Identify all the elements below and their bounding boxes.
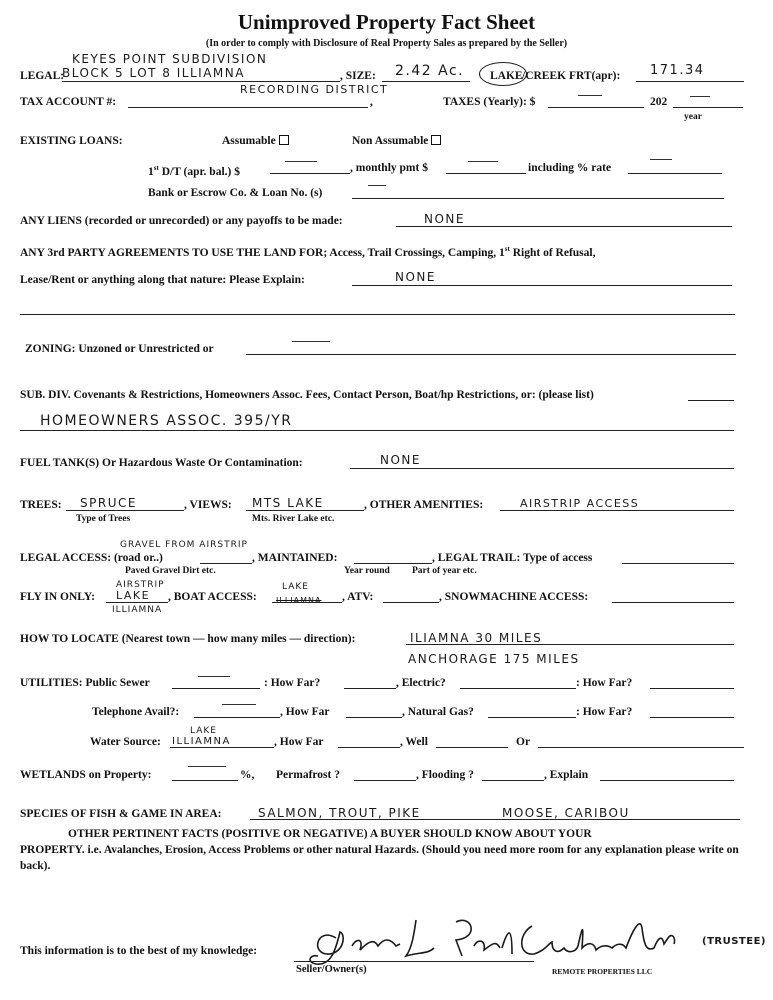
water-source-label: Water Source: xyxy=(90,736,161,748)
legal-access-caption: Paved Gravel Dirt etc. xyxy=(125,566,216,576)
bank-escrow-line xyxy=(352,198,724,199)
wetlands-dash-mark xyxy=(188,766,226,767)
water-howfar-label: , How Far xyxy=(274,736,324,748)
dt-dash-mark xyxy=(285,161,317,162)
assumable-option[interactable] xyxy=(222,135,289,148)
tax-year-line xyxy=(673,107,743,108)
tax-year-dash-mark xyxy=(690,96,710,97)
wetlands-line xyxy=(172,780,238,781)
water-howfar-line xyxy=(338,747,400,748)
water-source-line xyxy=(170,747,274,748)
sewer-howfar-label: : How Far? xyxy=(264,677,321,689)
bank-dash-mark xyxy=(368,185,386,186)
flooding-line xyxy=(482,780,544,781)
assumable-checkbox[interactable] xyxy=(279,135,289,145)
electric-label: , Electric? xyxy=(396,677,446,689)
zoning-line xyxy=(246,354,736,355)
subdiv-label: SUB. DIV. Covenants & Restrictions, Homeowners Assoc. Fees, Contact Person, Boat/hp Restrictions, or: (please list) xyxy=(20,389,594,401)
permafrost-line xyxy=(354,780,416,781)
non-assumable-checkbox[interactable] xyxy=(431,135,441,145)
wetlands-label: WETLANDS on Property: xyxy=(20,769,152,781)
signature-statement: This information is to the best of my knowledge: xyxy=(20,945,258,957)
atv-label: , ATV: xyxy=(342,591,374,603)
assumable-text: Assumable xyxy=(222,135,276,147)
fuel-value: NONE xyxy=(380,453,421,467)
atv-line xyxy=(383,602,439,603)
legal-access-line xyxy=(200,563,252,564)
agreements-line-1 xyxy=(352,285,732,286)
well-label: , Well xyxy=(400,736,428,748)
signature-line xyxy=(294,961,534,962)
sewer-line xyxy=(172,688,260,689)
fly-in-value: LAKE xyxy=(116,589,151,602)
trustee-annotation: (TRUSTEE) xyxy=(702,936,766,947)
agreements-value: NONE xyxy=(395,270,436,284)
size-label: , SIZE: xyxy=(340,70,376,82)
legal-label: LEGAL: xyxy=(20,70,65,82)
zoning-dash-mark xyxy=(292,341,330,342)
amenities-value: AIRSTRIP ACCESS xyxy=(520,497,640,510)
document-subtitle: (In order to comply with Disclosure of Real Property Sales as prepared by the Seller) xyxy=(205,38,568,49)
amenities-label: , OTHER AMENITIES: xyxy=(364,499,484,511)
existing-loans-label: EXISTING LOANS: xyxy=(20,135,123,147)
locate-value-1: ILIAMNA 30 MILES xyxy=(410,631,543,645)
tax-account-label: TAX ACCOUNT #: xyxy=(20,96,117,108)
agreements-text-a: ANY 3rd PARTY AGREEMENTS TO USE THE LAND FOR; Access, Trail Crossings, Camping, 1 xyxy=(20,246,505,259)
fly-in-line xyxy=(106,602,168,603)
bank-escrow-label: Bank or Escrow Co. & Loan No. (s) xyxy=(148,187,323,199)
well-line xyxy=(436,747,508,748)
locate-label: HOW TO LOCATE (Nearest town — how many miles — direction): xyxy=(20,633,356,645)
telephone-dash-mark xyxy=(222,704,256,705)
natural-gas-label: , Natural Gas? xyxy=(402,706,474,718)
other-facts-heading: OTHER PERTINENT FACTS (POSITIVE OR NEGATIVE) A BUYER SHOULD KNOW ABOUT YOUR xyxy=(68,828,592,840)
subdiv-value: HOMEOWNERS ASSOC. 395/YR xyxy=(40,413,293,429)
legal-line2-value: BLOCK 5 LOT 8 ILLIAMNA xyxy=(62,66,245,80)
fly-in-value-bottom: ILLIAMNA xyxy=(112,605,163,615)
permafrost-label: Permafrost ? xyxy=(276,769,340,781)
telephone-howfar-line xyxy=(346,717,402,718)
species-fish-value: SALMON, TROUT, PIKE xyxy=(258,806,421,820)
dt-ordinal: 1 xyxy=(148,165,154,178)
frontage-value: 171.34 xyxy=(650,63,705,78)
company-caption: REMOTE PROPERTIES LLC xyxy=(552,967,653,976)
dt-ordinal-suffix: st xyxy=(153,164,159,172)
snowmachine-label: , SNOWMACHINE ACCESS: xyxy=(439,591,589,603)
monthly-pmt-label: , monthly pmt $ xyxy=(350,162,428,174)
legal-line xyxy=(62,81,340,82)
trees-value: SPRUCE xyxy=(80,496,137,510)
gas-howfar-label: : How Far? xyxy=(576,706,633,718)
fuel-label: FUEL TANK(S) Or Hazardous Waste Or Contamination: xyxy=(20,457,303,469)
fly-in-value-top: AIRSTRIP xyxy=(116,580,165,590)
subdiv-short-line xyxy=(688,400,734,401)
locate-line xyxy=(406,644,734,645)
agreements-text-b: Right of Refusal, xyxy=(509,246,596,259)
fly-in-label: FLY IN ONLY: xyxy=(20,591,95,603)
dt-balance-line xyxy=(270,173,350,174)
explain-line xyxy=(600,780,734,781)
maintained-caption-part-year: Part of year etc. xyxy=(412,566,477,576)
legal-line3-value: RECORDING DISTRICT xyxy=(240,83,389,96)
taxes-line xyxy=(548,107,644,108)
liens-label: ANY LIENS (recorded or unrecorded) or any payoffs to be made: xyxy=(20,215,343,227)
species-line xyxy=(250,819,740,820)
agreements-ordinal-suffix: st xyxy=(504,245,510,253)
legal-line1-value: KEYES POINT SUBDIVISION xyxy=(72,52,268,66)
maintained-label: , MAINTAINED: xyxy=(252,552,338,564)
explain-label: , Explain xyxy=(544,769,589,781)
taxes-label: TAXES (Yearly): $ xyxy=(443,96,536,108)
tax-account-line xyxy=(128,107,368,108)
wetlands-percent: %, xyxy=(240,769,255,781)
monthly-pmt-line xyxy=(446,173,526,174)
zoning-label: ZONING: Unzoned or Unrestricted or xyxy=(25,343,214,355)
legal-access-label: LEGAL ACCESS: (road or..) xyxy=(20,552,163,564)
subdiv-line xyxy=(20,430,734,431)
seller-owner-caption: Seller/Owner(s) xyxy=(296,964,367,975)
rate-dash-mark xyxy=(650,159,672,160)
electric-howfar-line xyxy=(650,688,734,689)
document-title: Unimproved Property Fact Sheet xyxy=(237,10,536,34)
water-or-line xyxy=(538,747,744,748)
sewer-dash-mark xyxy=(198,676,230,677)
telephone-label: Telephone Avail?: xyxy=(92,706,180,718)
locate-value-2: ANCHORAGE 175 MILES xyxy=(408,652,580,666)
lake-label: LAKE xyxy=(490,70,523,82)
legal-trail-label: , LEGAL TRAIL: Type of access xyxy=(432,552,593,564)
utilities-label: UTILITIES: Public Sewer xyxy=(20,677,150,689)
sewer-howfar-line xyxy=(344,688,396,689)
legal-access-value: GRAVEL FROM AIRSTRIP xyxy=(120,540,248,550)
water-source-value: ILLIAMNA xyxy=(172,736,231,747)
other-facts-body: PROPERTY. i.e. Avalanches, Erosion, Access Problems or other natural Hazards. (Should you need more room for any explanation please write on back). xyxy=(20,844,739,872)
dt-balance-label xyxy=(148,162,240,179)
liens-line xyxy=(396,226,732,227)
tax-year-prefix: 202 xyxy=(650,96,668,108)
gas-howfar-line xyxy=(650,717,734,718)
creek-frontage-label: /CREEK FRT(apr): xyxy=(522,70,621,82)
views-caption: Mts. River Lake etc. xyxy=(252,514,335,524)
non-assumable-text: Non Assumable xyxy=(352,135,429,147)
natural-gas-line xyxy=(488,717,576,718)
flooding-label: , Flooding ? xyxy=(416,769,474,781)
amenities-line xyxy=(500,510,734,511)
boat-access-value-bottom: ILLIAMNA xyxy=(276,596,322,605)
liens-value: NONE xyxy=(424,212,465,226)
tax-year-caption: year xyxy=(684,112,702,122)
size-line xyxy=(382,81,470,82)
tax-comma: , xyxy=(370,96,373,108)
fuel-line xyxy=(350,468,734,469)
views-label: , VIEWS: xyxy=(184,499,232,511)
electric-line xyxy=(460,688,576,689)
boat-access-label: , BOAT ACCESS: xyxy=(168,591,257,603)
monthly-dash-mark xyxy=(468,161,498,162)
species-game-value: MOOSE, CARIBOU xyxy=(502,806,630,820)
dt-balance-text: D/T (apr. bal.) $ xyxy=(158,165,240,178)
trees-label: TREES: xyxy=(20,499,62,511)
telephone-howfar-label: , How Far xyxy=(280,706,330,718)
taxes-dash-mark xyxy=(578,95,602,96)
maintained-line xyxy=(354,563,432,564)
rate-line xyxy=(628,173,722,174)
species-label: SPECIES OF FISH & GAME IN AREA: xyxy=(20,808,222,820)
agreements-line-2 xyxy=(20,314,735,315)
non-assumable-option[interactable] xyxy=(352,135,441,148)
frontage-line xyxy=(636,81,744,82)
water-or-label: Or xyxy=(516,736,531,748)
views-line xyxy=(246,510,364,511)
boat-access-value-top: LAKE xyxy=(282,582,309,592)
size-value: 2.42 Ac. xyxy=(395,63,465,79)
trees-caption: Type of Trees xyxy=(76,514,131,524)
snowmachine-line xyxy=(612,602,734,603)
views-value: MTS LAKE xyxy=(252,496,324,510)
rate-label: including % rate xyxy=(528,162,612,174)
electric-howfar-label: : How Far? xyxy=(576,677,633,689)
agreements-explain-label: Lease/Rent or anything along that nature: Please Explain: xyxy=(20,274,305,286)
boat-access-line xyxy=(272,602,342,603)
agreements-question xyxy=(20,243,595,260)
water-source-value-top: LAKE xyxy=(190,726,217,736)
legal-trail-line xyxy=(622,563,734,564)
telephone-line xyxy=(194,717,280,718)
trees-line xyxy=(66,510,184,511)
maintained-caption-year-round: Year round xyxy=(344,566,390,576)
